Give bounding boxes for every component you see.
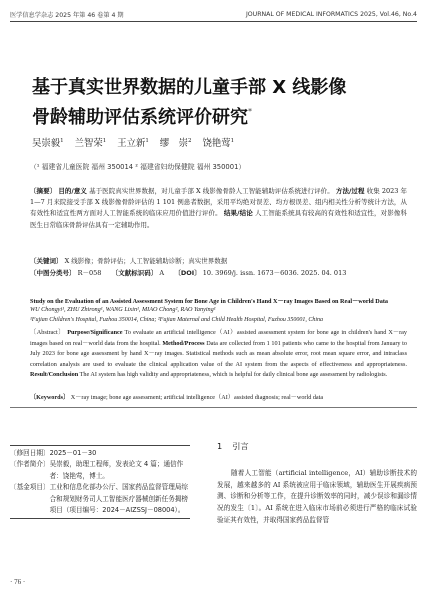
author: 吴崇毅$^1$ — [32, 137, 64, 149]
header-rule — [10, 21, 417, 22]
clc-label: 〔中图分类号〕 — [30, 269, 76, 277]
result-heading: 结果/结论 — [223, 209, 253, 218]
title-line-2: 骨龄辅助评估系统评价研究 — [32, 107, 248, 128]
en-purpose-text: To evaluate an artificial intelligence（AI）assisted assessment system for bone age in children's hand X－ray images based on real－world data from the hospital. — [30, 329, 407, 347]
en-method-text: Data are collected from 1 101 patients who came to the hospital from January to July 2023 for bone age assessment by hand X－ray images. Statistical methods such as mean absolute error, root mean square error, and intraclass correlation analysis are used to evaluate the clinical application value of the AI system from the aspects of effectiveness and appropriateness. — [30, 339, 407, 368]
doc-code-value: A — [159, 269, 165, 277]
journal-name-en: JOURNAL OF MEDICAL INFORMATICS 2025, Vol.46, No.4 — [245, 10, 417, 18]
author: 缪 崇$^2$ — [159, 137, 192, 149]
en-keywords-label: 〔Keywords〕 — [30, 394, 70, 401]
author: 王立新$^1$ — [117, 137, 149, 149]
metadata-value: 吴崇毅，助理工程师，发表论文 4 篇；通信作者：饶艳莺，博士。 — [49, 460, 184, 480]
author-affiliations: （¹ 福建省儿童医院 福州 350014 ² 福建省妇幼保健院 福州 350001） — [30, 163, 246, 171]
metadata-key: 〔修回日期〕 — [10, 449, 50, 457]
metadata-value: 2025－01－30 — [49, 449, 97, 457]
metadata-row — [10, 459, 190, 482]
en-method-heading: Method/Process — [162, 339, 205, 347]
en-keywords-text: X－ray image; bone age assessment; artificial intelligence（AI）assisted diagnosis; real－world data — [70, 394, 324, 401]
en-purpose-heading: Purpose/Significance — [67, 329, 123, 336]
english-abstract — [30, 328, 407, 381]
english-title: Study on the Evaluation of an Assisted Assessment System for Bone Age in Children's Hand X－ray Images Based on Real－world Data — [30, 298, 388, 305]
method-heading: 方法/过程 — [335, 187, 365, 195]
metadata-value: 工业和信息化部办公厅、国家药品监督管理局综合和规划财务司人工智能医疗器械创新任务揭榜项目（项目编号：2024－AIZSSJ－08004）。 — [49, 483, 189, 515]
metadata-row — [10, 482, 190, 516]
chinese-keywords — [30, 256, 407, 267]
metadata-top-rule — [10, 445, 190, 446]
article-metadata — [10, 445, 190, 519]
metadata-key: 〔作者简介〕 — [10, 460, 50, 469]
keywords-text: X 线影像；骨龄评估；人工智能辅助诊断；真实世界数据 — [64, 257, 228, 265]
article-title — [32, 76, 407, 130]
author-list — [32, 135, 242, 149]
page-number: · 76 · — [10, 578, 26, 586]
english-keywords — [30, 392, 407, 401]
clc-value: R－058 — [77, 269, 102, 277]
funding-mark: * — [248, 107, 252, 116]
journal-name-cn: 医学信息学杂志 2025 年第 46 卷第 4 期 — [10, 11, 124, 19]
doc-code-label: 〔文献标识码〕 — [111, 269, 158, 277]
doi-value: 10. 3969/j. issn. 1673－6036. 2025. 04. 013 — [202, 269, 347, 277]
keywords-label: 〔关键词〕 — [30, 257, 63, 265]
metadata-key: 〔基金项目〕 — [10, 483, 50, 492]
running-head — [10, 8, 417, 20]
section-number: 1 — [217, 441, 223, 451]
en-abstract-label: 〔Abstract〕 — [30, 329, 66, 336]
doi-label: 〔DOI〕 — [174, 269, 201, 277]
introduction-paragraph: 随着人工智能（artificial intelligence，AI）辅助诊断技术的发展，越来越多的 AI 系统被应用于临床领域，辅助医生开展疾病预测、诊断和分析等工作，在提升诊断效率的同时，减少误诊和漏诊情况的发生〔1〕。AI 系统在进入临床市场前必须进行严格的临床试验验证其有效性，并取得国家药品监督管 — [217, 469, 417, 524]
author: 饶艳莺$^1$ — [202, 137, 235, 149]
metadata-row — [10, 448, 190, 459]
chinese-abstract — [30, 186, 407, 231]
en-result-text: The AI system has high validity and appropriateness, which is helpful for daily clinical bone age assessment by radiologists. — [78, 371, 388, 379]
english-authors: WU Chongyi¹, ZHU Zhirong¹, WANG Lixin¹, MIAO Chong², RAO Yanying¹ — [30, 306, 216, 313]
classification-line — [30, 268, 407, 279]
section-heading — [217, 441, 259, 452]
english-affiliations: ¹Fujian Children's Hospital, Fuzhou 350014, China; ²Fujian Maternal and Child Health Hospital, Fuzhou 350001, China — [30, 317, 323, 323]
section-title: 引言 — [232, 441, 249, 451]
section-divider — [10, 407, 417, 408]
result-text: 人工智能系统具有较高的有效性和适宜性，对影像科医生日常临床骨龄评估具有一定辅助作用。 — [30, 209, 407, 229]
method-text: 收集 2023 年 1—7 月来院接受手部 X 线影像骨龄评估的 1 101 例患者数据，采用平均绝对误差、均方根误差、组内相关性分析等统计方法，从有效性和适宜性两方面对人工智能系统的临床应用价值进行评价。 — [30, 187, 408, 218]
purpose-heading: 目的/意义 — [58, 187, 87, 195]
author: 兰智荣$^1$ — [74, 137, 107, 149]
metadata-bottom-rule — [10, 518, 190, 519]
purpose-text: 基于医院真实世界数据，对儿童手部 X 线影像骨龄人工智能辅助评估系统进行评价。 — [86, 187, 334, 195]
en-result-heading: Result/Conclusion — [30, 371, 79, 379]
title-line-1: 基于真实世界数据的儿童手部 X 线影像 — [32, 77, 347, 98]
abstract-label: 〔摘要〕 — [30, 187, 57, 195]
